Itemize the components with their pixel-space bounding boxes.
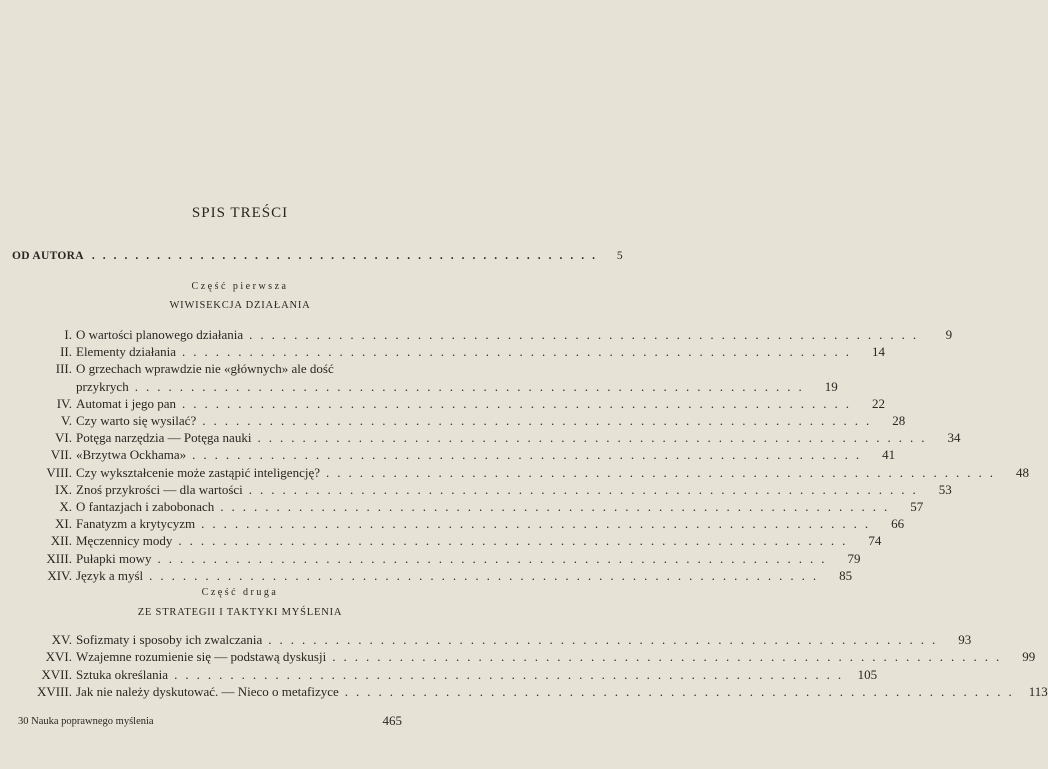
toc-entry-label: Czy warto się wysilać? (76, 413, 197, 428)
section-title-1: WIWISEKCJA DZIAŁANIA (169, 300, 311, 311)
chapter-number: II. (60, 344, 72, 360)
toc-entry (12, 649, 1036, 666)
leader-dots: ............................................................ (344, 683, 1020, 699)
toc-entry-label: «Brzytwa Ockhama» (76, 447, 187, 463)
toc-entry-label: przykrych (76, 378, 129, 394)
leader-dots: ............................................................ (248, 481, 924, 497)
toc-entry-label: Męczennicy mody (76, 533, 173, 549)
chapter-number: X. (59, 499, 72, 514)
toc-entry-page: 19 (824, 378, 838, 394)
toc-entry-page: 113 (1028, 683, 1048, 699)
toc-entry-page: 53 (938, 481, 952, 497)
toc-entry (12, 327, 953, 344)
toc-entry-page: 41 (882, 447, 896, 463)
leader-dots: ............................................................ (332, 649, 1008, 665)
toc-entry-page: 66 (891, 516, 905, 532)
toc-entry (12, 499, 924, 516)
toc-entry (12, 533, 882, 550)
toc-entry (12, 632, 972, 649)
leader-dots: ............................................................ (181, 344, 857, 360)
leader-dots: ............................................................ (326, 464, 1001, 480)
leader-dots: ............................................................ (174, 666, 850, 682)
part-heading-2: Część druga (201, 587, 279, 598)
chapter-number: XI. (55, 516, 72, 532)
toc-entry (12, 567, 853, 585)
toc-entry (12, 447, 896, 464)
chapter-number: III. (55, 361, 72, 377)
toc-entry-label: Język a myśl (76, 567, 144, 583)
toc-entry (12, 430, 961, 447)
toc-entry-label: Pułapki mowy (76, 550, 152, 566)
toc-entry-continuation (76, 378, 838, 396)
section-title-2: ZE STRATEGII I TAKTYKI MYŚLENIA (137, 607, 343, 618)
leader-dots: ............................................................ (268, 632, 944, 647)
printer-signature: 30 Nauka poprawnego myślenia (18, 716, 154, 727)
leader-dots: ............................................................ (157, 550, 833, 566)
page-number: 465 (382, 713, 402, 728)
chapter-number: VII. (50, 447, 72, 463)
toc-entry-page: 85 (839, 567, 853, 583)
leader-dots: ............................................................ (220, 499, 896, 514)
chapter-number: XVIII. (36, 683, 72, 699)
part-heading-1: Część pierwsza (191, 281, 289, 292)
toc-entry-label: Znoś przykrości — dla wartości (76, 481, 243, 497)
toc-entry-page: 28 (892, 413, 906, 428)
toc-entry-label: Elementy działania (76, 344, 176, 360)
toc-entry-label: O wartości planowego działania (76, 327, 244, 342)
leader-dots: ............................................... (91, 250, 603, 262)
toc-entry (12, 683, 1048, 701)
chapter-number: XIV. (47, 567, 72, 583)
toc-entry-label: Sofizmaty i sposoby ich zwalczania (76, 632, 263, 647)
chapter-number: XVII. (41, 666, 72, 682)
chapter-number: XIII. (46, 550, 72, 566)
toc-entry-intro (12, 250, 623, 262)
chapter-number: IV. (56, 395, 72, 411)
toc-entry-label: Automat i jego pan (76, 395, 177, 411)
toc-entry-page: 57 (910, 499, 924, 514)
toc-entry (12, 395, 886, 413)
chapter-number: XVI. (45, 649, 72, 665)
chapter-number: VI. (55, 430, 72, 446)
toc-entry-page: 14 (871, 344, 885, 360)
leader-dots: ............................................................ (178, 533, 854, 549)
toc-entry (12, 481, 952, 499)
toc-entry-page: 9 (945, 327, 953, 342)
toc-entry-label: Sztuka określania (76, 666, 169, 682)
leader-dots: ............................................................ (249, 327, 925, 342)
toc-entry-label: Fanatyzm a krytycyzm (76, 516, 196, 532)
chapter-number: XV. (51, 632, 72, 647)
leader-dots: ............................................................ (192, 447, 868, 463)
page-title: SPIS TREŚCI (191, 205, 289, 221)
leader-dots: ............................................................ (202, 413, 878, 428)
toc-entry (12, 361, 402, 378)
leader-dots: ............................................................ (149, 567, 825, 583)
chapter-number: I. (64, 327, 72, 342)
chapter-number: IX. (55, 481, 72, 497)
chapter-number: V. (61, 413, 72, 428)
toc-entry (12, 344, 885, 361)
toc-entry (12, 666, 878, 684)
toc-entry-label: Czy wykształcenie może zastąpić inteligencję? (76, 464, 320, 480)
leader-dots: ............................................................ (257, 430, 933, 446)
toc-entry-page: 79 (847, 550, 861, 566)
toc-entry-label: Jak nie należy dyskutować. — Nieco o metafizyce (76, 683, 339, 699)
toc-entry-label: O grzechach wprawdzie nie «głównych» ale dość (76, 361, 334, 377)
toc-entry-label: OD AUTORA (12, 250, 84, 262)
toc-entry (12, 550, 861, 568)
toc-entry (12, 516, 905, 533)
chapter-number: XII. (50, 533, 72, 549)
toc-entry-label: Wzajemne rozumienie się — podstawą dyskusji (76, 649, 327, 665)
toc-entry-page: 5 (616, 250, 623, 262)
toc-entry-page: 34 (947, 430, 961, 446)
toc-entry-label: Potęga narzędzia — Potęga nauki (76, 430, 252, 446)
toc-entry-page: 74 (868, 533, 882, 549)
toc-entry-page: 22 (872, 395, 886, 411)
toc-entry-page: 48 (1016, 464, 1029, 480)
toc-entry-page: 93 (958, 632, 972, 647)
toc-entry-label: O fantazjach i zabobonach (76, 499, 215, 514)
leader-dots: ............................................................ (201, 516, 877, 532)
toc-entry-page: 105 (857, 666, 878, 682)
toc-entry-page: 99 (1022, 649, 1036, 665)
toc-entry (12, 413, 906, 430)
leader-dots: ............................................................ (182, 395, 858, 411)
toc-entry (12, 464, 1029, 482)
chapter-number: VIII. (46, 464, 72, 480)
leader-dots: ............................................................ (134, 378, 810, 394)
